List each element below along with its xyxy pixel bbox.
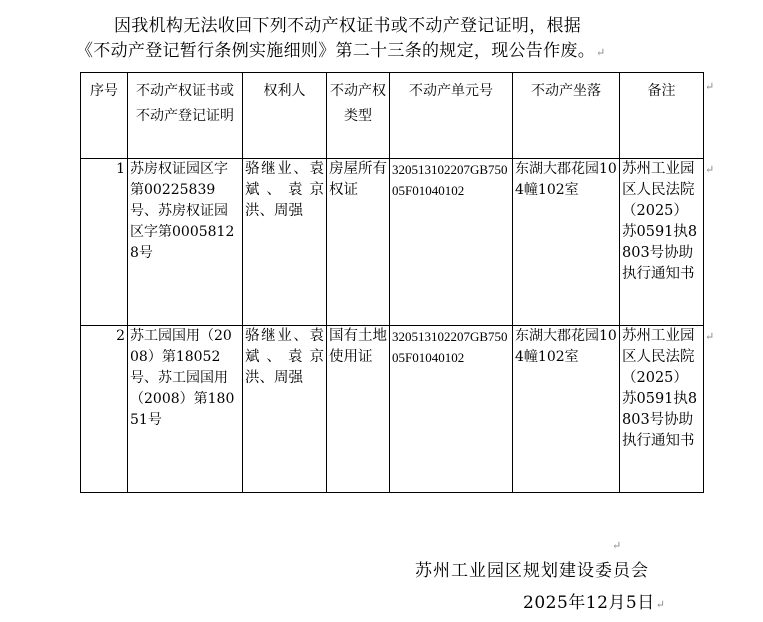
row-seq: 2 <box>81 326 128 493</box>
header-location: 不动产坐落 <box>513 73 620 159</box>
row-note: 苏州工业园区人民法院（2025）苏0591执8803号协助执行通知书 <box>620 159 704 326</box>
header-seq: 序号 <box>81 73 128 159</box>
issue-date-text: 2025年12月5日 <box>523 593 655 613</box>
table-header-row <box>81 73 704 159</box>
row-type: 房屋所有权证 <box>327 159 390 326</box>
paragraph-mark-icon: ↵ <box>655 598 666 611</box>
row-end-mark-icon: ↵ <box>705 330 715 343</box>
header-type: 不动产权类型 <box>327 73 390 159</box>
row-cert: 苏房权证园区字第00225839号、苏房权证园区字第00058128号 <box>128 159 243 326</box>
issue-date <box>523 588 665 613</box>
row-end-mark-icon: ↵ <box>705 80 715 93</box>
cancellation-table <box>80 72 704 493</box>
row-location: 东湖大郡花园104幢102室 <box>513 159 620 326</box>
intro-line-2-text: 《不动产登记暂行条例实施细则》第二十三条的规定，现公告作废。 <box>76 41 595 61</box>
header-unit: 不动产单元号 <box>390 73 513 159</box>
row-note: 苏州工业园区人民法院（2025）苏0591执8803号协助执行通知书 <box>620 326 704 493</box>
header-note: 备注 <box>620 73 704 159</box>
header-owner: 权利人 <box>243 73 327 159</box>
issuing-organization: 苏州工业园区规划建设委员会 <box>415 561 649 581</box>
row-seq: 1 <box>81 159 128 326</box>
header-cert: 不动产权证书或不动产登记证明 <box>128 73 243 159</box>
row-owner: 骆继业、袁斌、袁京洪、周强 <box>243 159 327 326</box>
paragraph-mark-icon: ↵ <box>612 539 622 552</box>
table-row <box>81 159 704 326</box>
notice-intro <box>76 14 720 65</box>
row-unit: 320513102207GB75005F01040102 <box>390 159 513 326</box>
table-row <box>81 326 704 493</box>
intro-line-1 <box>80 14 720 39</box>
intro-line-1-text: 因我机构无法收回下列不动产权证书或不动产登记证明，根据 <box>114 16 582 36</box>
row-cert: 苏工园国用（2008）第18052号、苏工园国用（2008）第18051号 <box>128 326 243 493</box>
row-owner: 骆继业、袁斌、袁京洪、周强 <box>243 326 327 493</box>
row-unit: 320513102207GB75005F01040102 <box>390 326 513 493</box>
row-location: 东湖大郡花园104幢102室 <box>513 326 620 493</box>
row-end-mark-icon: ↵ <box>705 163 715 176</box>
intro-line-2 <box>76 39 720 65</box>
paragraph-mark-icon: ↵ <box>596 46 606 59</box>
row-type: 国有土地使用证 <box>327 326 390 493</box>
